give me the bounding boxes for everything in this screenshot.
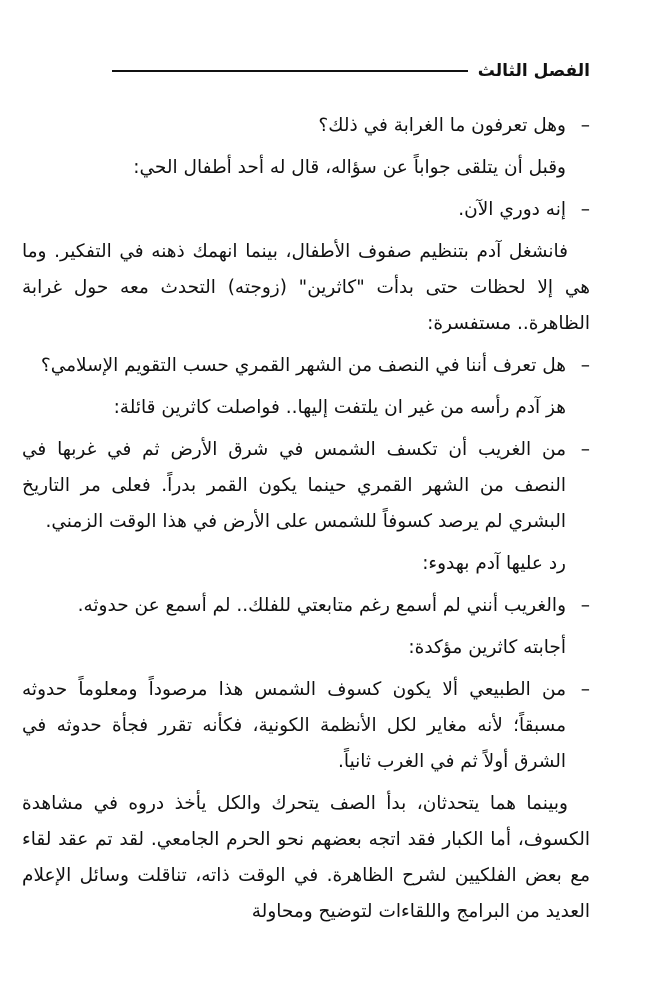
narration-line: وقبل أن يتلقى جواباً عن سؤاله، قال له أحد أطفال الحي: <box>133 157 566 178</box>
narration-line: أجابته كاثرين مؤكدة: <box>408 637 566 658</box>
dash-mark: – <box>580 199 590 220</box>
dash-mark: – <box>580 355 590 376</box>
dialogue-text: من الغريب أن تكسف الشمس في شرق الأرض ثم في غربها في النصف من الشهر القمري حينما يكون القمر بدراً. فعلى مر التاريخ البشري لم يرصد كسوفاً للشمس على الأرض في هذا الوقت الزمني. <box>22 439 566 532</box>
narration-paragraph: وبينما هما يتحدثان، بدأ الصف يتحرك والكل يأخذ دروه في مشاهدة الكسوف، أما الكبار فقد اتجه بعضهم نحو الحرم الجامعي. لقد تم عقد لقاء مع بعض الفلكيين لشرح الظاهرة. في الوقت ذاته، تناقلت وسائل الإعلام العديد من البرامج واللقاءات لتوضيح ومحاولة <box>22 793 590 922</box>
dialogue-line <box>22 588 590 624</box>
narration-line: هز آدم رأسه من غير ان يلتفت إليها.. فواصلت كاثرين قائلة: <box>113 397 566 418</box>
narration-line: رد عليها آدم بهدوء: <box>422 553 566 574</box>
dialogue-line <box>22 348 590 384</box>
dialogue-line <box>22 192 590 228</box>
narration-paragraph: فانشغل آدم بتنظيم صفوف الأطفال، بينما انهمك ذهنه في التفكير. وما هي إلا لحظات حتى بدأت "كاثرين" (زوجته) التحدث معه حول غرابة الظاهرة.. مستفسرة: <box>22 241 590 334</box>
dialogue-text: والغريب أنني لم أسمع رغم متابعتي للفلك.. لم أسمع عن حدوثه. <box>77 595 566 616</box>
dialogue-text: هل تعرف أننا في النصف من الشهر القمري حسب التقويم الإسلامي؟ <box>40 355 566 376</box>
dash-mark: – <box>580 439 590 460</box>
dialogue-text: إنه دوري الآن. <box>458 199 566 220</box>
dialogue-text: من الطبيعي ألا يكون كسوف الشمس هذا مرصوداً ومعلوماً حدوثه مسبقاً؛ لأنه مغاير لكل الأنظمة الكونية، فكأنه تقرر فجأة حدوثه في الشرق أولاً ثم في الغرب ثانياً. <box>22 679 566 772</box>
running-header <box>78 56 590 86</box>
dialogue-line <box>22 108 590 144</box>
dash-mark: – <box>580 595 590 616</box>
dash-mark: – <box>580 679 590 700</box>
dialogue-line <box>22 432 590 540</box>
page-body <box>22 108 590 936</box>
dialogue-line <box>22 672 590 780</box>
chapter-title: الفصل الثالث <box>477 61 590 81</box>
dialogue-text: وهل تعرفون ما الغرابة في ذلك؟ <box>318 115 566 136</box>
header-rule <box>112 70 468 72</box>
dash-mark: – <box>580 115 590 136</box>
